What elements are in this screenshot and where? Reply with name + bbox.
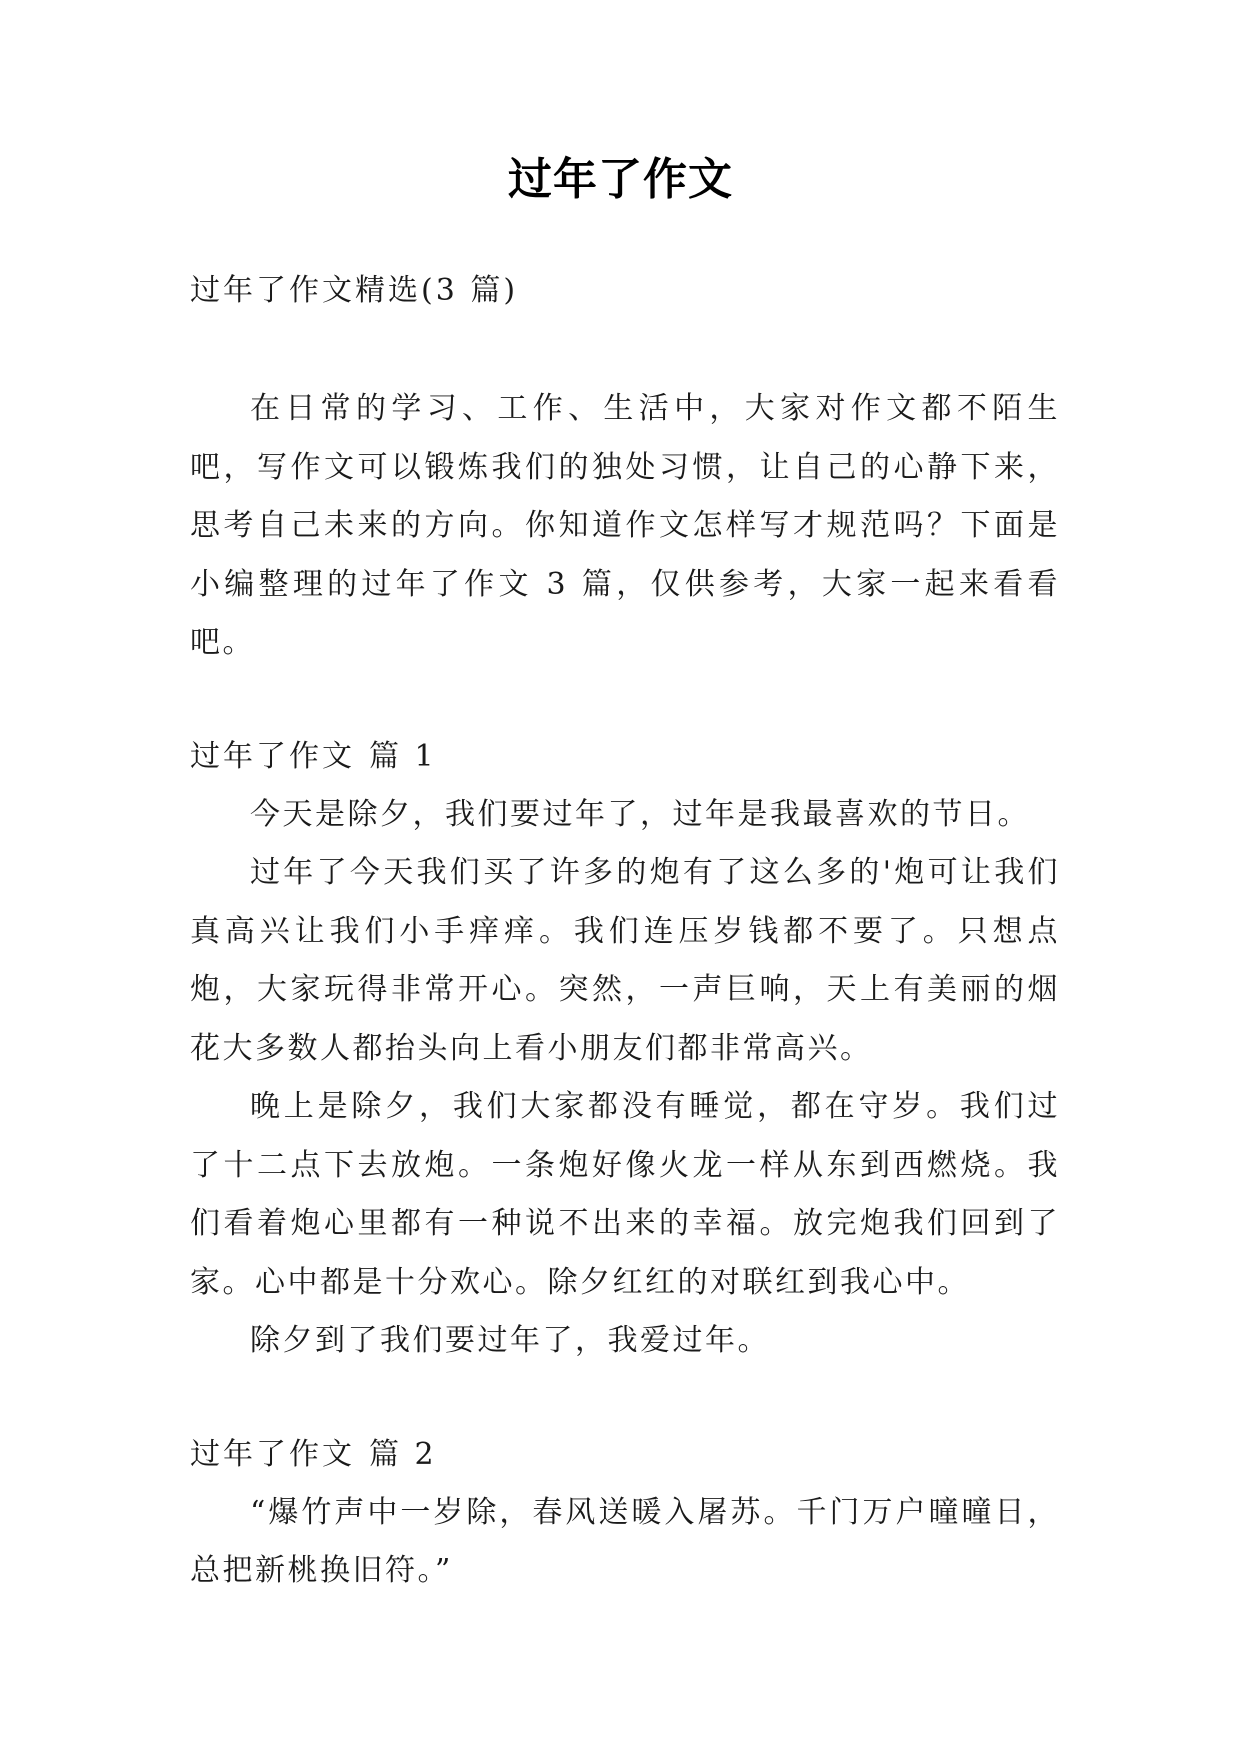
section-2	[190, 1426, 1060, 1601]
document-title: 过年了作文	[508, 154, 733, 205]
section-paragraph: 除夕到了我们要过年了，我爱过年。	[250, 1323, 770, 1358]
section-heading-number: 篇 1	[369, 738, 437, 774]
section-1	[190, 728, 1060, 1371]
section-heading	[190, 1426, 1060, 1484]
document-body	[190, 262, 1060, 1601]
document-subtitle: 过年了作文精选(3 篇)	[190, 273, 519, 308]
section-paragraph: 今天是除夕，我们要过年了，过年是我最喜欢的节日。	[250, 796, 1030, 832]
section-paragraph: “爆竹声中一岁除，春风送暖入屠苏。千门万户曈曈日，总把新桃换旧符。”	[190, 1494, 1060, 1588]
intro-paragraph: 在日常的学习、工作、生活中，大家对作文都不陌生吧，写作文可以锻炼我们的独处习惯，让自己的心静下来，思考自己未来的方向。你知道作文怎样写才规范吗？下面是小编整理的过年了作文 3 篇，仅供参考，大家一起来看看吧。	[190, 391, 1060, 660]
spacer	[190, 1371, 1060, 1426]
section-paragraph: 过年了今天我们买了许多的炮有了这么多的'炮可让我们真高兴让我们小手痒痒。我们连压岁钱都不要了。只想点炮，大家玩得非常开心。突然，一声巨响，天上有美丽的烟花大多数人都抬头向上看小朋友们都非常高兴。	[190, 855, 1060, 1066]
section-heading-number: 篇 2	[369, 1436, 437, 1472]
section-heading-name: 过年了作文	[190, 1436, 355, 1472]
spacer	[190, 320, 1060, 380]
section-heading-name: 过年了作文	[190, 738, 355, 774]
section-paragraph: 晚上是除夕，我们大家都没有睡觉，都在守岁。我们过了十二点下去放炮。一条炮好像火龙一样从东到西燃烧。我们看着炮心里都有一种说不出来的幸福。放完炮我们回到了家。心中都是十分欢心。除夕红红的对联红到我心中。	[190, 1089, 1060, 1300]
section-heading	[190, 728, 1060, 786]
spacer	[190, 673, 1060, 728]
